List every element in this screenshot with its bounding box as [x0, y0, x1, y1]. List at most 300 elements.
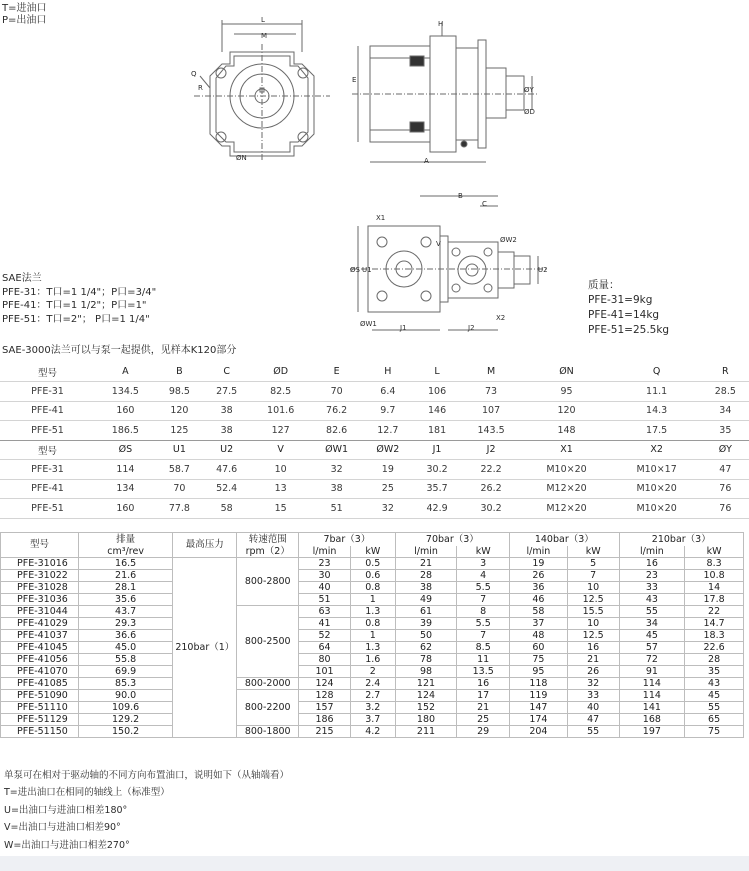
table-cell: 28 — [395, 569, 457, 581]
table-cell: 33 — [619, 581, 685, 593]
table-cell: 0.8 — [350, 617, 395, 629]
table-cell: 134 — [95, 479, 156, 499]
table-cell: 157 — [299, 701, 351, 713]
table-cell: 148 — [521, 421, 611, 441]
table-cell: 1.6 — [350, 653, 395, 665]
table-cell: 78 — [395, 653, 457, 665]
table-cell: PFE-31036 — [1, 593, 79, 605]
table-cell: 72 — [619, 653, 685, 665]
table-cell: 21 — [395, 557, 457, 569]
sae-flange-line-31: PFE-31：T口=1 1/4"；P口=3/4" — [2, 286, 157, 298]
header-cell: 型号 — [0, 362, 95, 382]
table-cell: 45 — [619, 629, 685, 641]
legend-outlet: P=出油口 — [2, 15, 47, 26]
table-cell: 17.5 — [612, 421, 702, 441]
table-cell: 35.6 — [78, 593, 172, 605]
table-cell: 30 — [299, 569, 351, 581]
table-cell: 27.5 — [203, 382, 250, 402]
table-cell: 73 — [461, 382, 522, 402]
table-cell: 17 — [457, 689, 510, 701]
dim-e: E — [352, 76, 357, 84]
table-cell: M10×20 — [612, 499, 702, 519]
table-cell: 35.7 — [413, 479, 460, 499]
table-cell: 7 — [457, 593, 510, 605]
table-cell: 119 — [510, 689, 568, 701]
perf-subheader-row — [1, 546, 744, 558]
table-cell: PFE-31016 — [1, 557, 79, 569]
header-cell: L — [413, 362, 460, 382]
table-row — [0, 421, 749, 441]
table-cell: 114 — [619, 689, 685, 701]
table-cell: 124 — [395, 689, 457, 701]
dim-s: ØS — [350, 266, 360, 274]
table-row — [1, 569, 744, 581]
table-cell: 17.8 — [685, 593, 744, 605]
table-cell: 14.3 — [612, 401, 702, 421]
unit-lmin: l/min — [510, 546, 568, 558]
table-cell: 58 — [203, 499, 250, 519]
table-cell: 15 — [250, 499, 311, 519]
table-cell: 50 — [395, 629, 457, 641]
unit-kw: kW — [350, 546, 395, 558]
table-cell: 6.4 — [362, 382, 413, 402]
table-cell: 32 — [362, 499, 413, 519]
dim-x1: X1 — [376, 214, 386, 222]
table-cell: 16 — [619, 557, 685, 569]
table-cell: 26.2 — [461, 479, 522, 499]
table-cell: 12.7 — [362, 421, 413, 441]
legend-inlet: T=进油口 — [2, 3, 47, 14]
table-cell: 25 — [362, 479, 413, 499]
table-cell: 45 — [685, 689, 744, 701]
header-cell: A — [95, 362, 156, 382]
table-cell: 168 — [619, 713, 685, 725]
table-cell: 43 — [619, 593, 685, 605]
header-cell: B — [156, 362, 203, 382]
table-cell: M10×20 — [612, 479, 702, 499]
table-row — [1, 677, 744, 689]
table-row — [1, 629, 744, 641]
table-cell: 37 — [510, 617, 568, 629]
header-cell: X2 — [612, 440, 702, 460]
table-cell: 174 — [510, 713, 568, 725]
table-cell: 16 — [457, 677, 510, 689]
table-cell: 8 — [457, 605, 510, 617]
table-cell: 21.6 — [78, 569, 172, 581]
table-cell: 58 — [510, 605, 568, 617]
table-cell: 152 — [395, 701, 457, 713]
table-cell: 26 — [567, 665, 619, 677]
table-cell: 95 — [510, 665, 568, 677]
header-7bar: 7bar（3） — [299, 533, 396, 546]
table-cell: PFE-41 — [0, 401, 95, 421]
table-cell: 21 — [567, 653, 619, 665]
table-cell: 18.3 — [685, 629, 744, 641]
table-cell: PFE-41056 — [1, 653, 79, 665]
table-cell: 65 — [685, 713, 744, 725]
table-cell: 1.3 — [350, 641, 395, 653]
table-cell: 125 — [156, 421, 203, 441]
speed-range-cell: 800-2000 — [237, 677, 299, 689]
header-cell: V — [250, 440, 311, 460]
table-cell: PFE-31 — [0, 460, 95, 480]
table-cell: PFE-41070 — [1, 665, 79, 677]
table-cell: PFE-41085 — [1, 677, 79, 689]
table-cell: PFE-31028 — [1, 581, 79, 593]
weight-line-41: PFE-41=14kg — [588, 309, 660, 321]
table-cell: 38 — [311, 479, 362, 499]
sae-flange-title: SAE法兰 — [2, 273, 42, 284]
table-cell: 85.3 — [78, 677, 172, 689]
table-row — [0, 499, 749, 519]
table-cell: 2 — [350, 665, 395, 677]
table-cell: 118 — [510, 677, 568, 689]
table-cell: 120 — [156, 401, 203, 421]
dim-q: Q — [191, 70, 197, 78]
table-cell: 55 — [685, 701, 744, 713]
table-cell: 55 — [619, 605, 685, 617]
table-cell: 36 — [510, 581, 568, 593]
table-cell: 9.7 — [362, 401, 413, 421]
table-cell: 25 — [457, 713, 510, 725]
table-cell: 29.3 — [78, 617, 172, 629]
perf-body — [1, 557, 744, 737]
table-cell: 19 — [510, 557, 568, 569]
table-cell: 76 — [702, 479, 749, 499]
max-pressure-cell: 210bar（1） — [173, 557, 237, 737]
table-cell: 0.6 — [350, 569, 395, 581]
table-row — [0, 401, 749, 421]
table-cell: 120 — [521, 401, 611, 421]
table-cell: PFE-51110 — [1, 701, 79, 713]
table-row — [1, 593, 744, 605]
table-cell: 38 — [203, 421, 250, 441]
table-cell: PFE-41045 — [1, 641, 79, 653]
table-cell: 10.8 — [685, 569, 744, 581]
weight-line-31: PFE-31=9kg — [588, 294, 653, 306]
table-cell: 114 — [95, 460, 156, 480]
dim-header-row-1 — [0, 362, 749, 382]
dim-j2: J2 — [468, 324, 475, 332]
table-cell: 95 — [521, 382, 611, 402]
table-cell: 51 — [299, 593, 351, 605]
table-cell: 40 — [567, 701, 619, 713]
table-cell: 5.5 — [457, 581, 510, 593]
table-cell: 26 — [510, 569, 568, 581]
table-cell: 106 — [413, 382, 460, 402]
table-row — [1, 557, 744, 569]
header-max-pressure: 最高压力 — [173, 533, 237, 558]
table-cell: 127 — [250, 421, 311, 441]
table-cell: 197 — [619, 725, 685, 737]
speed-range-cell: 800-1800 — [237, 725, 299, 737]
header-cell: U1 — [156, 440, 203, 460]
table-cell: 107 — [461, 401, 522, 421]
header-cell: ØS — [95, 440, 156, 460]
table-cell: 143.5 — [461, 421, 522, 441]
front-view-drawing — [190, 16, 340, 166]
table-cell: 57 — [619, 641, 685, 653]
table-cell: 211 — [395, 725, 457, 737]
table-cell: 2.7 — [350, 689, 395, 701]
table-cell: 43.7 — [78, 605, 172, 617]
table-cell: 2.4 — [350, 677, 395, 689]
table-cell: 147 — [510, 701, 568, 713]
table-cell: 36.6 — [78, 629, 172, 641]
header-70bar: 70bar（3） — [395, 533, 509, 546]
table-cell: M12×20 — [521, 479, 611, 499]
table-cell: 7 — [567, 569, 619, 581]
header-cell: ØW2 — [362, 440, 413, 460]
table-cell: 63 — [299, 605, 351, 617]
header-cell: M — [461, 362, 522, 382]
table-cell: 55 — [567, 725, 619, 737]
dim-d: ØD — [524, 108, 535, 116]
table-cell: PFE-41029 — [1, 617, 79, 629]
table-cell: 62 — [395, 641, 457, 653]
table-cell: 150.2 — [78, 725, 172, 737]
table-row — [1, 713, 744, 725]
note-line: W=出油口与进油口相差270° — [4, 839, 130, 851]
table-cell: 22 — [685, 605, 744, 617]
dim-x2: X2 — [496, 314, 506, 322]
table-cell: 121 — [395, 677, 457, 689]
table-cell: 42.9 — [413, 499, 460, 519]
dim-m: M — [261, 32, 268, 40]
table-cell: 40 — [299, 581, 351, 593]
table-cell: 64 — [299, 641, 351, 653]
sae-flange-line-41: PFE-41：T口=1 1/2"；P口=1" — [2, 300, 147, 311]
table-cell: 51 — [311, 499, 362, 519]
table-cell: 48 — [510, 629, 568, 641]
dim-v: V — [436, 240, 441, 248]
table-cell: M10×17 — [612, 460, 702, 480]
dimension-table — [0, 362, 749, 519]
dim-n: ØN — [236, 154, 247, 162]
speed-range-cell: 800-2200 — [237, 689, 299, 725]
header-disp-unit: cm³/rev — [78, 546, 172, 558]
header-210bar: 210bar（3） — [619, 533, 743, 546]
footer-strip — [0, 856, 749, 871]
header-cell: E — [311, 362, 362, 382]
table-row — [1, 641, 744, 653]
table-cell: 11 — [457, 653, 510, 665]
table-cell: 47 — [567, 713, 619, 725]
unit-kw: kW — [457, 546, 510, 558]
table-cell: 60 — [510, 641, 568, 653]
sae-flange-block — [2, 272, 156, 326]
table-cell: 55.8 — [78, 653, 172, 665]
sae3000-note: SAE-3000法兰可以与泵一起提供，见样本K120部分 — [2, 345, 237, 356]
table-cell: 22.2 — [461, 460, 522, 480]
table-cell: 47.6 — [203, 460, 250, 480]
table-cell: 77.8 — [156, 499, 203, 519]
header-speed-range: 转速范围 — [237, 533, 299, 546]
table-cell: 28 — [685, 653, 744, 665]
dim-w2: ØW2 — [500, 236, 517, 244]
note-line: T=进出油口在相同的轴线上（标准型） — [4, 787, 170, 799]
table-cell: 75 — [510, 653, 568, 665]
table-cell: PFE-51090 — [1, 689, 79, 701]
table-cell: 12.5 — [567, 593, 619, 605]
table-cell: 10 — [250, 460, 311, 480]
table-cell: 23 — [299, 557, 351, 569]
table-cell: 3.7 — [350, 713, 395, 725]
table-cell: 13.5 — [457, 665, 510, 677]
unit-lmin: l/min — [395, 546, 457, 558]
table-row — [1, 653, 744, 665]
table-cell: 10 — [567, 581, 619, 593]
header-cell: U2 — [203, 440, 250, 460]
table-cell: 33 — [567, 689, 619, 701]
table-cell: 43 — [685, 677, 744, 689]
header-cell: ØY — [702, 440, 749, 460]
header-cell: H — [362, 362, 413, 382]
table-cell: M10×20 — [521, 460, 611, 480]
header-cell: J1 — [413, 440, 460, 460]
table-cell: 0.8 — [350, 581, 395, 593]
side-view-drawing — [352, 18, 542, 168]
table-cell: 28.5 — [702, 382, 749, 402]
dim-b: B — [458, 192, 463, 200]
table-cell: 7 — [457, 629, 510, 641]
unit-kw: kW — [685, 546, 744, 558]
table-row — [1, 605, 744, 617]
table-cell: 70 — [156, 479, 203, 499]
table-cell: 98 — [395, 665, 457, 677]
table-row — [0, 460, 749, 480]
table-cell: 124 — [299, 677, 351, 689]
header-140bar: 140bar（3） — [510, 533, 620, 546]
dim-u2: U2 — [538, 266, 548, 274]
table-cell: 23 — [619, 569, 685, 581]
table-cell: 4 — [457, 569, 510, 581]
notes-block — [4, 767, 289, 854]
table-cell: 61 — [395, 605, 457, 617]
table-cell: 75 — [685, 725, 744, 737]
note-line: 单泵可在相对于驱动轴的不同方向布置油口，说明如下（从轴端看） — [4, 770, 290, 781]
table-cell: 146 — [413, 401, 460, 421]
header-cell: ØN — [521, 362, 611, 382]
header-cell: 型号 — [0, 440, 95, 460]
port-view-drawing — [350, 190, 550, 340]
table-cell: 0.5 — [350, 557, 395, 569]
table-cell: 1.3 — [350, 605, 395, 617]
header-cell: J2 — [461, 440, 522, 460]
dim-y: ØY — [524, 86, 534, 94]
table-cell: PFE-31 — [0, 382, 95, 402]
table-cell: 181 — [413, 421, 460, 441]
table-cell: 34 — [702, 401, 749, 421]
table-cell: 1 — [350, 593, 395, 605]
header-cell: ØW1 — [311, 440, 362, 460]
table-cell: 30.2 — [413, 460, 460, 480]
table-row — [1, 725, 744, 737]
dim-header-row-2 — [0, 440, 749, 460]
table-cell: 19 — [362, 460, 413, 480]
table-cell: 76 — [702, 499, 749, 519]
header-displacement: 排量 — [78, 533, 172, 546]
dim-j1: J1 — [400, 324, 407, 332]
table-cell: 12.5 — [567, 629, 619, 641]
weight-block — [588, 278, 669, 338]
table-cell: 134.5 — [95, 382, 156, 402]
table-cell: 180 — [395, 713, 457, 725]
table-cell: 82.6 — [311, 421, 362, 441]
dim-u1: U1 — [362, 266, 372, 274]
table-cell: PFE-31022 — [1, 569, 79, 581]
table-cell: 52 — [299, 629, 351, 641]
table-row — [0, 382, 749, 402]
table-cell: 32 — [311, 460, 362, 480]
table-cell: PFE-41 — [0, 479, 95, 499]
sae-flange-line-51: PFE-51：T口=2"； P口=1 1/4" — [2, 313, 150, 325]
table-cell: 1 — [350, 629, 395, 641]
header-cell: X1 — [521, 440, 611, 460]
table-cell: 21 — [457, 701, 510, 713]
table-cell: 3.2 — [350, 701, 395, 713]
table-cell: PFE-31044 — [1, 605, 79, 617]
table-cell: 215 — [299, 725, 351, 737]
header-cell: C — [203, 362, 250, 382]
table-cell: 109.6 — [78, 701, 172, 713]
dim-l: L — [261, 16, 265, 24]
table-cell: 69.9 — [78, 665, 172, 677]
table-cell: 34 — [619, 617, 685, 629]
table-cell: PFE-51 — [0, 421, 95, 441]
dim-h: H — [438, 20, 444, 28]
table-cell: 90.0 — [78, 689, 172, 701]
header-cell: ØD — [250, 362, 311, 382]
table-row — [1, 701, 744, 713]
unit-kw: kW — [567, 546, 619, 558]
header-speed-unit: rpm（2） — [237, 546, 299, 558]
table-cell: 91 — [619, 665, 685, 677]
header-cell: Q — [612, 362, 702, 382]
table-cell: 47 — [702, 460, 749, 480]
unit-lmin: l/min — [619, 546, 685, 558]
table-cell: 186 — [299, 713, 351, 725]
table-row — [1, 689, 744, 701]
table-cell: 38 — [395, 581, 457, 593]
table-cell: 82.5 — [250, 382, 311, 402]
table-cell: 58.7 — [156, 460, 203, 480]
header-cell: R — [702, 362, 749, 382]
performance-table — [0, 532, 744, 738]
table-cell: 101.6 — [250, 401, 311, 421]
table-cell: 114 — [619, 677, 685, 689]
table-cell: 10 — [567, 617, 619, 629]
table-cell: 5 — [567, 557, 619, 569]
table-cell: 5.5 — [457, 617, 510, 629]
table-cell: PFE-51150 — [1, 725, 79, 737]
table-row — [1, 665, 744, 677]
dim-c: C — [482, 200, 487, 208]
table-cell: 14 — [685, 581, 744, 593]
table-cell: 80 — [299, 653, 351, 665]
weight-title: 质量： — [588, 279, 620, 291]
table-row — [1, 581, 744, 593]
table-cell: 16 — [567, 641, 619, 653]
table-cell: PFE-41037 — [1, 629, 79, 641]
table-cell: 28.1 — [78, 581, 172, 593]
table-cell: PFE-51129 — [1, 713, 79, 725]
table-cell: 129.2 — [78, 713, 172, 725]
table-cell: 3 — [457, 557, 510, 569]
table-row — [0, 479, 749, 499]
table-row — [1, 617, 744, 629]
table-cell: 11.1 — [612, 382, 702, 402]
